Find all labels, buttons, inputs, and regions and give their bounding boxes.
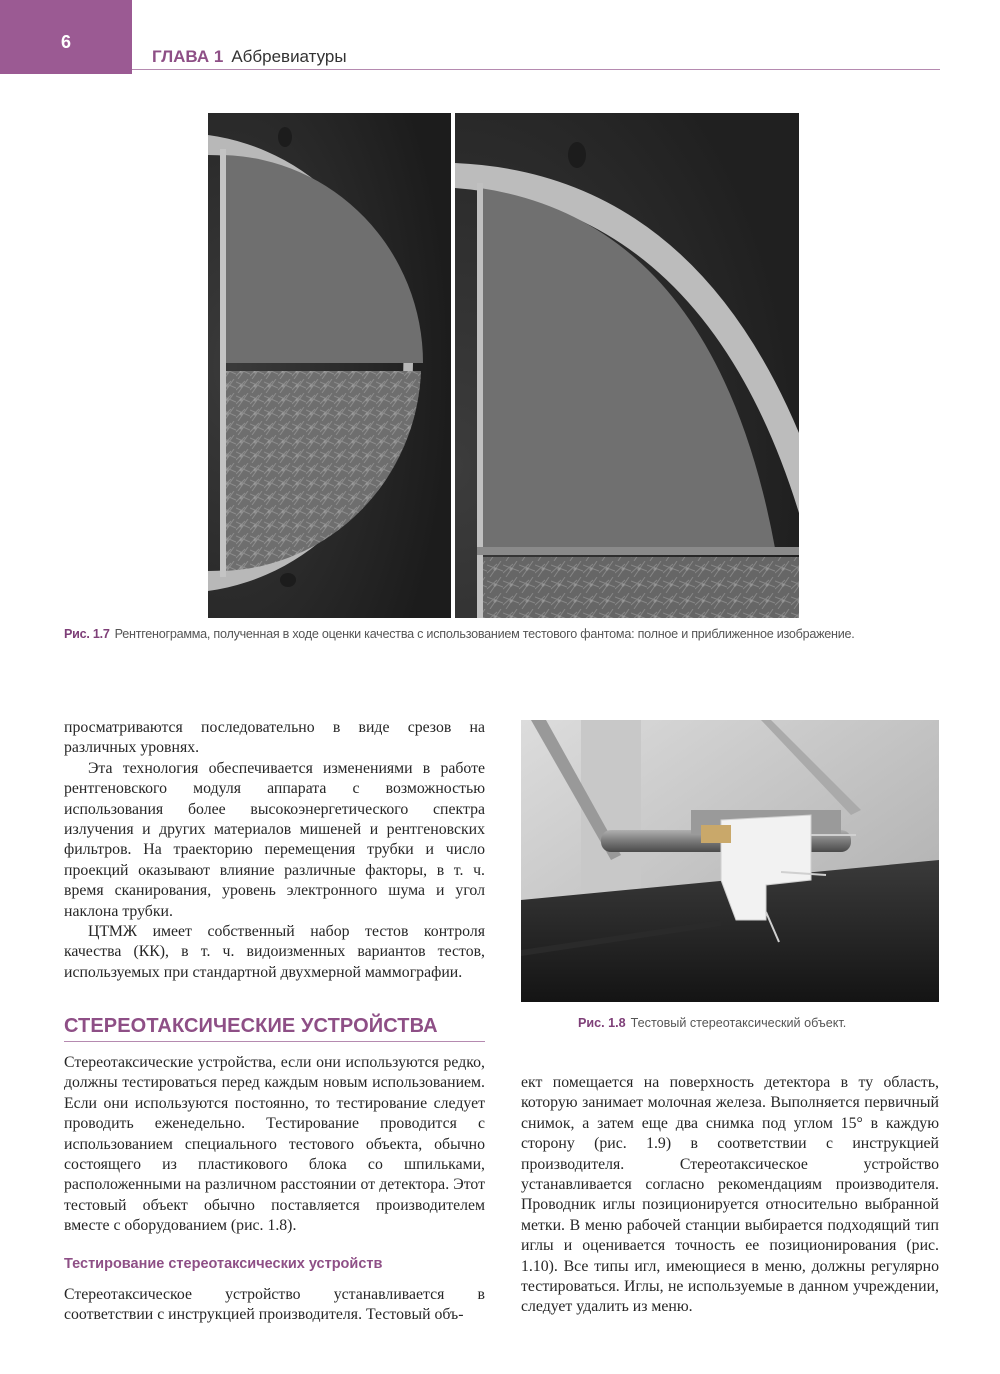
paragraph: ект помещается на поверхность детектора в ту область, которую занимает молочная железа. Выполняется первичный снимок, а затем еще два снимка под углом 15° в каждую сторону (рис. 1.9) в соответствии с инструкцией производителя. Стереотаксическое устройство устанавливается согласно рекомендациям производителя. Проводник иглы позиционируется относительно выбранной метки. В меню рабочей станции выбирается подходящий тип иглы и оценивается точность ее позиционирования (рис. 1.10). Все типы игл, имеющиеся в меню, должны регулярно тестироваться. Иглы, не используемые в данном учреждении, следует удалить из меню.	[521, 1074, 939, 1316]
subsection-title: Тестирование стереотаксических устройств	[64, 1256, 383, 1272]
body-text-column-b	[64, 1053, 485, 1237]
xray-magnified-image	[455, 113, 799, 618]
paragraph: Эта технология обеспечивается изменениями в работе рентгеновского модуля аппарата с возможностью использования более высокоэнергетического спектра излучения и других материалов мишеней и рентгеновских фильтров. На траекторию перемещения трубки и число проекций оказывают влияние различные факторы, в т. ч. время сканирования, уровень электронного шума и угол наклона трубки.	[64, 759, 485, 920]
body-text-column-d	[521, 1073, 939, 1318]
paragraph: просматриваются последовательно в виде срезов на различных уровнях.	[64, 719, 485, 757]
figure-1-8-label: Рис. 1.8	[578, 1016, 626, 1030]
paragraph: Стереотаксические устройства, если они используются редко, должны тестироваться перед каждым новым использованием. Если они используются постоянно, то тестирование следует проводить еженедельно. Тестирование проводится с использованием специального тестового объекта, обычно состоящего из пластикового блока со шпильками, расположенными на различном расстоянии от детектора. Этот тестовый объект обычно поставляется производителем вместе с оборудованием (рис. 1.8).	[64, 1054, 485, 1235]
stereotactic-test-object-photo	[521, 720, 939, 1002]
figure-1-8-caption	[578, 1016, 846, 1030]
section-title: СТЕРЕОТАКСИЧЕСКИЕ УСТРОЙСТВА	[64, 1015, 438, 1037]
figure-1-7-text: Рентгенограмма, полученная в ходе оценки качества с использованием тестового фантома: полное и приближенное изображение.	[114, 627, 855, 641]
chapter-label: ГЛАВА 1	[152, 47, 224, 66]
paragraph: Стереотаксическое устройство устанавливается в соответствии с инструкцией производителя. Тестовый объ-	[64, 1286, 485, 1324]
figure-1-8-text: Тестовый стереотаксический объект.	[630, 1016, 847, 1030]
body-text-column-a	[64, 718, 485, 983]
paragraph: ЦТМЖ имеет собственный набор тестов контроля качества (КК), в т. ч. видоизменных вариантов тестов, используемых при стандартной двухмерной маммографии.	[64, 923, 485, 981]
body-text-column-c	[64, 1285, 485, 1326]
header-rule	[132, 69, 940, 70]
page-number: 6	[60, 31, 71, 52]
section-rule	[64, 1041, 485, 1042]
chapter-title: Аббревиатуры	[231, 47, 347, 66]
running-header	[152, 47, 347, 67]
page-number-tab	[0, 0, 132, 74]
xray-full-image	[208, 113, 451, 618]
figure-1-7-caption	[64, 627, 855, 641]
figure-1-7-label: Рис. 1.7	[64, 627, 110, 641]
